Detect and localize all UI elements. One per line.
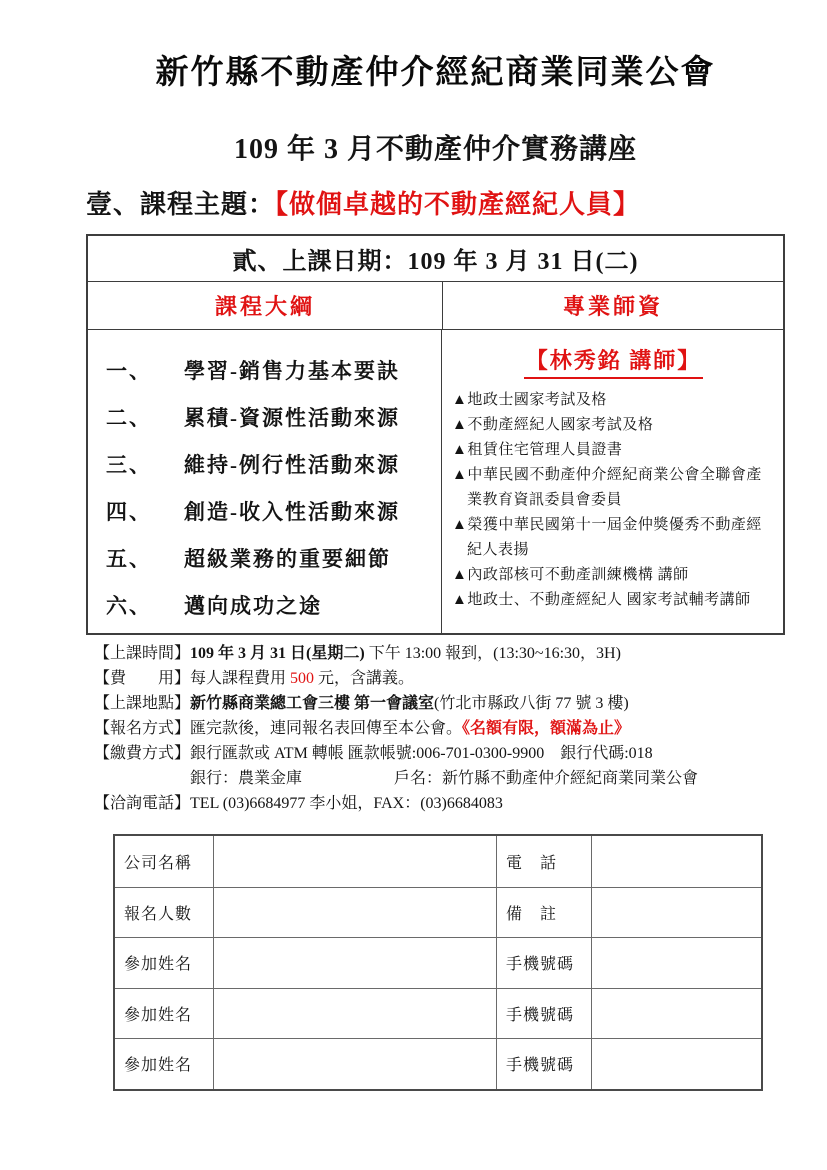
info-label: 【洽詢電話】: [94, 795, 191, 812]
topic-value: 【做個卓越的不動產經紀人員】: [275, 190, 641, 219]
form-label-mobile: 手機號碼: [496, 937, 591, 988]
outline-item: [106, 487, 441, 534]
info-line-registration: [94, 716, 785, 741]
seminar-title: 109 年 3 月不動產仲介實務講座: [233, 134, 637, 165]
outline-item: [106, 393, 441, 440]
form-field-company[interactable]: [213, 836, 496, 887]
lecturer-credentials: [452, 388, 774, 613]
payment-account-info: 銀行匯款或 ATM 轉帳 匯款帳號:006-701-0300-9900 銀行代碼:018: [190, 745, 653, 762]
registration-form-table: [113, 834, 763, 1091]
bank-name: 銀行：農業金庫: [190, 770, 303, 787]
outline-column-header: 課程大綱: [214, 294, 315, 319]
outline-item-number: 五、: [106, 546, 152, 571]
form-field-participant-name[interactable]: [213, 937, 496, 988]
outline-item-text: 維持-例行性活動來源: [184, 452, 400, 477]
form-label-mobile: 手機號碼: [496, 988, 591, 1039]
outline-item-number: 二、: [106, 405, 152, 430]
form-row: [115, 1038, 761, 1089]
outline-item: [106, 581, 441, 628]
fee-text-pre: 每人課程費用: [190, 670, 291, 687]
info-line-payment: [94, 741, 785, 766]
lecturer-column-header: 專業師資: [442, 282, 783, 329]
topic-label: 壹、課程主題：: [86, 190, 276, 219]
form-label-participant-name: 參加姓名: [115, 988, 213, 1039]
credential-item: ▲租賃住宅管理人員證書: [452, 442, 623, 458]
form-field-mobile[interactable]: [591, 988, 761, 1039]
lecturer-name: 【林秀銘 講師】: [524, 344, 704, 379]
outline-item: [106, 346, 441, 393]
org-title: 新竹縣不動產仲介經紀商業同業公會: [155, 53, 716, 90]
outline-item-text: 學習-銷售力基本要訣: [184, 358, 400, 383]
info-line-fee: [94, 666, 785, 691]
course-topic-line: [86, 184, 785, 221]
fee-text-post: 元，含講義。: [314, 670, 415, 687]
form-row: [115, 937, 761, 988]
outline-item-number: 一、: [106, 358, 152, 383]
course-outline-list: [88, 330, 442, 633]
outline-item-number: 四、: [106, 499, 152, 524]
venue-name: 新竹縣商業總工會三樓 第一會議室: [190, 695, 435, 712]
course-table-body: [88, 330, 783, 633]
course-date-header: 貳、上課日期：109 年 3 月 31 日(二): [88, 236, 783, 282]
info-line-bank: [94, 766, 785, 791]
outline-item-text: 創造-收入性活動來源: [184, 499, 400, 524]
info-line-contact: [94, 791, 785, 816]
info-line-time: [94, 641, 785, 666]
venue-address: (竹北市縣政八街 77 號 3 樓): [434, 695, 629, 712]
course-info-section: [86, 641, 785, 816]
outline-item-text: 邁向成功之途: [184, 593, 322, 618]
form-label-company: 公司名稱: [124, 854, 193, 872]
credential-item: ▲內政部核可不動產訓練機構 講師: [452, 567, 689, 583]
info-label: 【上課地點】: [94, 695, 191, 712]
outline-item-number: 三、: [106, 452, 152, 477]
outline-item-text: 累積-資源性活動來源: [184, 405, 400, 430]
course-table-headers: [88, 282, 783, 330]
form-field-phone[interactable]: [591, 836, 761, 887]
info-line-location: [94, 691, 785, 716]
account-holder: 戶名：新竹縣不動產仲介經紀商業同業公會: [394, 770, 699, 787]
info-label: 【報名方式】: [94, 720, 191, 737]
fee-amount: 500: [290, 670, 315, 687]
credential-item: ▲不動產經紀人國家考試及格: [452, 417, 654, 433]
limited-seats-note: 《名額有限，額滿為止》: [462, 720, 631, 737]
class-time: 下午 13:00 報到，(13:30~16:30，3H): [364, 645, 621, 662]
credential-item: ▲地政士國家考試及格: [452, 392, 607, 408]
document-content: [86, 0, 785, 1091]
form-field-participant-name[interactable]: [213, 988, 496, 1039]
lecturer-panel: [442, 330, 783, 633]
form-field-mobile[interactable]: [591, 937, 761, 988]
info-label: 【費 用】: [94, 670, 191, 687]
form-label-phone: 電 話: [496, 836, 591, 887]
class-date: 109 年 3 月 31 日(星期二): [190, 645, 365, 662]
form-field-attendee-count[interactable]: [213, 887, 496, 938]
form-label-attendee-count: 報名人數: [115, 887, 213, 938]
form-label-mobile: 手機號碼: [496, 1038, 591, 1089]
form-row: [115, 988, 761, 1039]
form-row: [115, 836, 761, 887]
registration-method: 匯完款後，連同報名表回傳至本公會。: [190, 720, 463, 737]
credential-item: ▲中華民國不動產仲介經紀商業公會全聯會產業教育資訊委員會委員: [452, 467, 762, 508]
form-field-remarks[interactable]: [591, 887, 761, 938]
outline-item-text: 超級業務的重要細節: [184, 546, 391, 571]
form-label-participant-name: 參加姓名: [115, 937, 213, 988]
credential-item: ▲榮獲中華民國第十一屆金仲獎優秀不動產經紀人表揚: [452, 517, 762, 558]
form-label-participant-name: 參加姓名: [115, 1038, 213, 1089]
form-field-participant-name[interactable]: [213, 1038, 496, 1089]
outline-item-number: 六、: [106, 593, 152, 618]
info-label: 【繳費方式】: [94, 745, 191, 762]
form-label-remarks: 備 註: [496, 887, 591, 938]
course-table: [86, 234, 785, 635]
outline-item: [106, 440, 441, 487]
form-row: [115, 887, 761, 938]
credential-item: ▲地政士、不動產經紀人 國家考試輔考講師: [452, 592, 751, 608]
outline-item: [106, 534, 441, 581]
info-label: 【上課時間】: [94, 645, 191, 662]
contact-phone-fax: TEL (03)6684977 李小姐，FAX：(03)6684083: [190, 795, 503, 812]
form-field-mobile[interactable]: [591, 1038, 761, 1089]
